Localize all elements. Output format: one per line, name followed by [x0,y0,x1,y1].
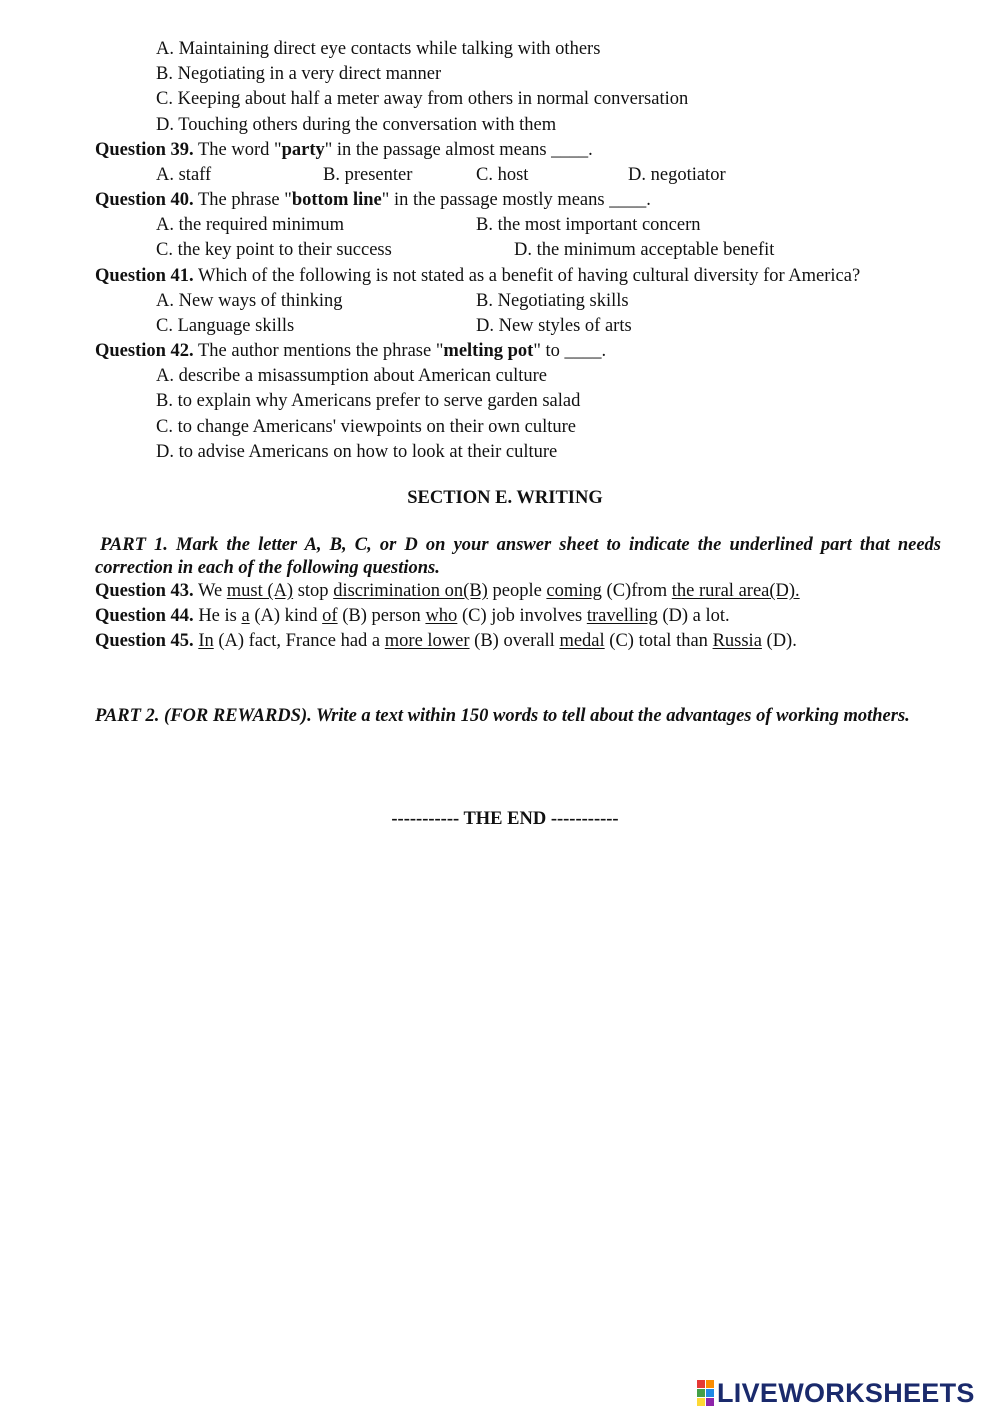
q40-option-c: C. the key point to their success [156,240,392,260]
q44-text-4: (C) job involves [457,606,587,626]
q43-text-1: We [193,581,227,601]
q39-option-d: D. negotiator [628,165,726,185]
question-44-label: Question 44. [95,606,194,626]
q41-option-d: D. New styles of arts [476,316,632,336]
q43-text-4: (C)from [601,581,672,601]
question-45-label: Question 45. [95,631,194,651]
q45-text-3: (C) total than [604,631,713,651]
q44-underline-a: a [241,606,250,626]
the-end: ----------- THE END ----------- [391,809,619,829]
q43-underline-b: discrimination on(B) [333,581,488,601]
q38-option-d: D. Touching others during the conversation with them [156,115,557,135]
question-42-keyword: melting pot [443,341,534,361]
q39-option-a: A. staff [156,165,212,185]
liveworksheets-logo-text: LIVEWORKSHEETS [717,1377,975,1408]
q44-underline-c: who [425,606,458,626]
q39-option-b: B. presenter [323,165,413,185]
q45-text-4: (D). [761,631,797,651]
question-44 [95,604,730,628]
question-40 [95,188,651,212]
liveworksheets-logo [697,1377,975,1409]
question-42-post: " to ____. [533,341,607,361]
q38-option-b: B. Negotiating in a very direct manner [156,64,442,84]
question-43 [95,579,800,603]
q45-underline-d: Russia [712,631,762,651]
q43-text-2: stop [293,581,334,601]
question-39-label: Question 39. [95,140,194,160]
q45-underline-c: medal [559,631,605,651]
q40-option-a: A. the required minimum [156,215,345,235]
question-41-label: Question 41. [95,266,194,286]
q45-text-2: (B) overall [469,631,560,651]
question-39-pre: The word " [193,140,282,160]
logo-square-3 [697,1389,705,1397]
logo-square-4 [706,1389,714,1397]
q40-option-b: B. the most important concern [476,215,701,235]
q38-option-c: C. Keeping about half a meter away from others in normal conversation [156,89,689,109]
question-42-pre: The author mentions the phrase " [193,341,444,361]
q42-option-a: A. describe a misassumption about American culture [156,366,547,386]
q43-underline-d: the rural area(D). [671,581,800,601]
q44-text-1: He is [193,606,242,626]
q39-option-c: C. host [476,165,529,185]
question-43-label: Question 43. [95,581,194,601]
question-40-label: Question 40. [95,190,194,210]
q43-text-3: people [487,581,547,601]
q43-underline-c: coming [546,581,602,601]
q42-option-b: B. to explain why Americans prefer to serve garden salad [156,391,581,411]
q44-text-3: (B) person [337,606,426,626]
q42-option-c: C. to change Americans' viewpoints on their own culture [156,417,576,437]
question-39-keyword: party [281,140,325,160]
logo-square-1 [697,1380,705,1388]
q45-text-1: (A) fact, France had a [213,631,385,651]
question-39 [95,138,593,162]
logo-square-2 [706,1380,714,1388]
q40-option-d: D. the minimum acceptable benefit [514,240,775,260]
q45-underline-a: In [198,631,214,651]
q41-option-a: A. New ways of thinking [156,291,343,311]
part1-instruction: PART 1. Mark the letter A, B, C, or D on your answer sheet to indicate the underlined part that needs correction in each of the following questions. [95,535,941,578]
logo-square-6 [706,1398,714,1406]
q43-underline-a: must (A) [226,581,294,601]
q45-underline-b: more lower [384,631,470,651]
logo-square-5 [697,1398,705,1406]
question-40-pre: The phrase " [193,190,292,210]
q44-text-5: (D) a lot. [657,606,730,626]
question-40-keyword: bottom line [291,190,382,210]
question-45 [95,629,797,653]
q44-underline-d: travelling [586,606,658,626]
q42-option-d: D. to advise Americans on how to look at their culture [156,442,558,462]
part2-instruction: PART 2. (FOR REWARDS). Write a text within 150 words to tell about the advantages of working mothers. [95,706,910,726]
question-42-label: Question 42. [95,341,194,361]
question-41 [95,264,860,288]
q38-option-a: A. Maintaining direct eye contacts while talking with others [156,39,601,59]
question-40-post: " in the passage mostly means ____. [381,190,651,210]
question-42 [95,339,606,363]
q41-option-b: B. Negotiating skills [476,291,629,311]
section-title: SECTION E. WRITING [407,488,603,508]
q44-text-2: (A) kind [249,606,323,626]
question-41-text: Which of the following is not stated as a benefit of having cultural diversity for America? [193,266,861,286]
q44-underline-b: of [322,606,338,626]
question-39-post: " in the passage almost means ____. [324,140,593,160]
q41-option-c: C. Language skills [156,316,295,336]
liveworksheets-icon [697,1380,714,1406]
